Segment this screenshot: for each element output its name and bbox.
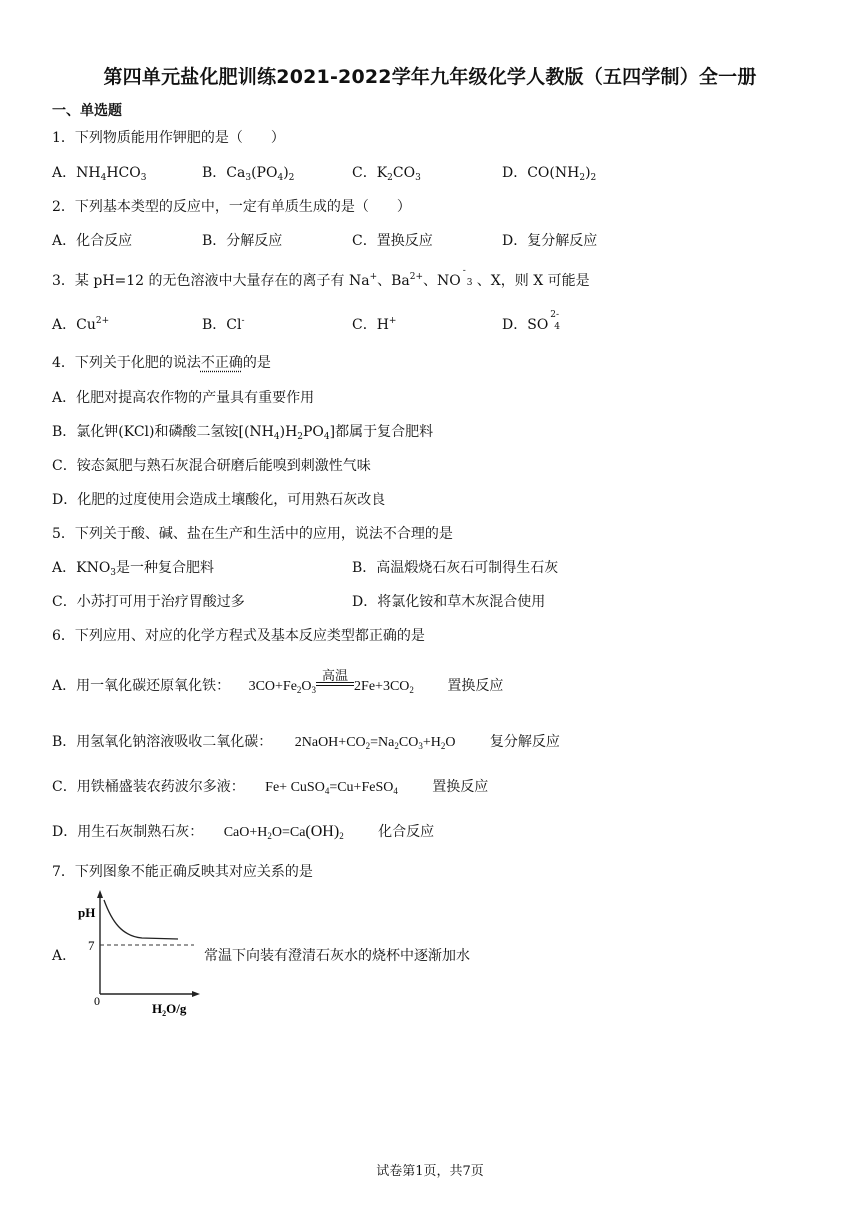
question-1-option-b: B．$Ca_3(PO_4)_2$ (202, 165, 295, 183)
question-7-stem: 7．下列图象不能正确反映其对应关系的是 (52, 864, 313, 880)
question-4-stem: 4．下列关于化肥的说法不正确的是 (52, 355, 271, 371)
question-1-option-d: D．$CO(NH_2)_2$ (502, 165, 597, 183)
question-3-option-c: C．H+ (352, 316, 397, 333)
page-footer: 试卷第1页，共7页 (376, 1164, 484, 1179)
equation-b: $2NaOH+CO_2=Na_2CO_3+H_2O$ (294, 735, 456, 751)
question-3-option-a: A．$Cu^{2+}$ (52, 316, 110, 333)
question-5-option-d: D．将氯化铵和草木灰混合使用 (352, 594, 546, 610)
ph-graph (72, 886, 202, 1020)
question-6-stem: 6．下列应用、对应的化学方程式及基本反应类型都正确的是 (52, 628, 425, 644)
question-2-option-b: B．分解反应 (202, 233, 283, 249)
question-7-option-a-label: A． (52, 948, 77, 964)
question-5-option-b: B．高温煅烧石灰石可制得生石灰 (352, 560, 559, 576)
emphasis-text: 不正确 (200, 355, 243, 371)
question-4-option-a: A．化肥对提高农作物的产量具有重要作用 (52, 390, 315, 406)
question-7-option-a-text: 常温下向装有澄清石灰水的烧杯中逐渐加水 (204, 948, 470, 964)
question-1-option-c: C．$K_2CO_3$ (352, 165, 421, 183)
question-6-option-a: A．用一氧化碳还原氧化铁： $3CO+Fe_2O_3$ 高温 $2Fe+3CO_2$ 置换反应 (52, 668, 504, 695)
question-5-option-c: C．小苏打可用于治疗胃酸过多 (52, 594, 245, 610)
question-2-option-a: A．化合反应 (52, 233, 133, 249)
question-6-option-c: C．用铁桶盛装农药波尔多液： Fe+ CuSO$_4$=Cu+FeSO$_4$ 置换反应 (52, 779, 489, 796)
question-4-option-b: B．氯化钾(KCl)和磷酸二氢铵$[(NH_4)H_2PO_4]$都属于复合肥料 (52, 424, 434, 442)
graph-y-axis-label: pH (78, 905, 96, 920)
question-5-stem: 5．下列关于酸、碱、盐在生产和生活中的应用，说法不合理的是 (52, 526, 453, 542)
question-2-stem: 2．下列基本类型的反应中，一定有单质生成的是（ ） (52, 199, 411, 215)
graph-x-axis-label: $H_2O/g$ (152, 1001, 187, 1018)
question-2-option-c: C．置换反应 (352, 233, 433, 249)
equation-a: $3CO+Fe_2O_3$ 高温 $2Fe+3CO_2$ (248, 668, 414, 695)
question-2-option-d: D．复分解反应 (502, 233, 598, 249)
question-3-option-d: D．SO 2- 4 (502, 310, 561, 333)
question-5-option-a: A．$KNO_3$是一种复合肥料 (52, 560, 215, 578)
graph-y-tick-7: 7 (88, 938, 95, 953)
equation-c: Fe+ CuSO$_4$=Cu+FeSO$_4$ (265, 780, 398, 796)
question-6-option-d: D．用生石灰制熟石灰： $CaO+H_2O=Ca(OH)_2$ 化合反应 (52, 823, 435, 841)
question-1-stem: 1．下列物质能用作钾肥的是（ ） (52, 130, 285, 146)
section-heading: 一、单选题 (52, 103, 122, 119)
question-6-option-b: B．用氢氧化钠溶液吸收二氧化碳： $2NaOH+CO_2=Na_2CO_3+H_2O$ 复分解反应 (52, 734, 560, 751)
question-1-option-a: A．$NH_4HCO_3$ (52, 165, 147, 183)
question-4-option-d: D．化肥的过度使用会造成土壤酸化，可用熟石灰改良 (52, 492, 386, 508)
question-4-option-c: C．铵态氮肥与熟石灰混合研磨后能嗅到刺激性气味 (52, 458, 371, 474)
question-3-option-b: B．Cl- (202, 316, 245, 333)
ph-curve (104, 900, 178, 939)
equation-d: $CaO+H_2O=Ca(OH)_2$ (223, 823, 344, 841)
graph-origin: 0 (94, 994, 100, 1008)
page-title: 第四单元盐化肥训练2021-2022学年九年级化学人教版（五四学制）全一册 (103, 66, 757, 88)
question-3-stem: 3．某 pH=12 的无色溶液中大量存在的离子有 Na+、$Ba^{2+}$、NO - 3 、X，则 X 可能是 (52, 266, 590, 289)
